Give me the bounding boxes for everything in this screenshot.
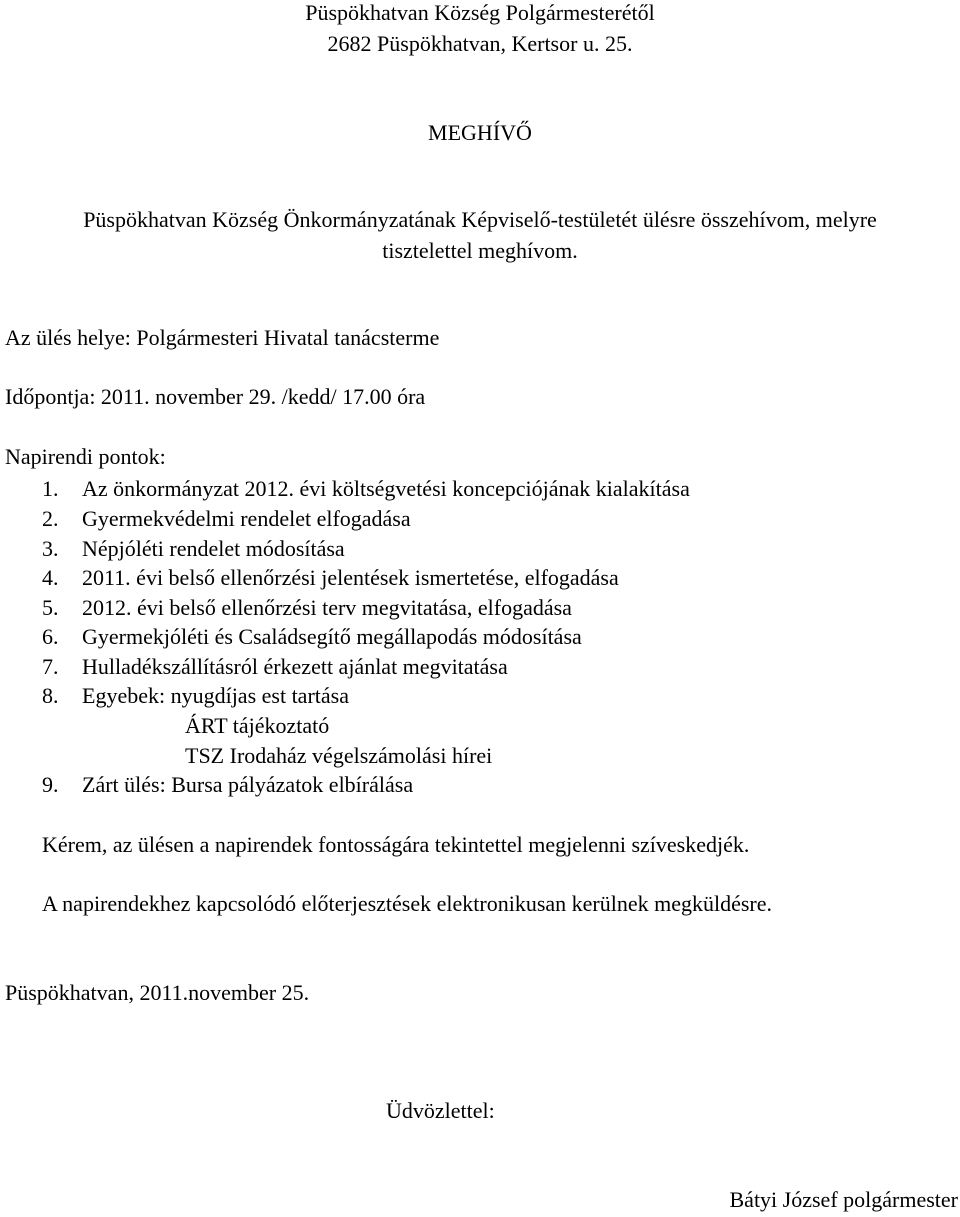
agenda-item-text: Népjóléti rendelet módosítása [82,536,345,561]
intro-line-2: tisztelettel meghívom. [382,238,578,263]
signature: Bátyi József polgármester [729,1187,958,1212]
agenda-item-number: 9. [42,772,59,797]
header-sender: Püspökhatvan Község Polgármesterétől [305,0,655,25]
agenda-item-text: 2012. évi belső ellenőrzési terv megvitatása, elfogadása [82,595,572,620]
intro-line-1: Püspökhatvan Község Önkormányzatának Képviselő-testületét ülésre összehívom, melyre [83,207,877,232]
agenda-item-text: Hulladékszállításról érkezett ajánlat megvitatása [82,654,508,679]
agenda-item-text: 2011. évi belső ellenőrzési jelentések ismertetése, elfogadása [82,565,619,590]
document-title: MEGHÍVŐ [428,120,532,145]
agenda-item-text: Gyermekvédelmi rendelet elfogadása [82,506,411,531]
attachments-paragraph: A napirendekhez kapcsolódó előterjesztések elektronikusan kerülnek megküldésre. [42,891,773,916]
agenda-item-number: 3. [42,536,59,561]
agenda-sub-item: TSZ Irodaház végelszámolási hírei [185,743,493,768]
agenda-item-number: 2. [42,506,59,531]
agenda-item-text: Az önkormányzat 2012. évi költségvetési koncepciójának kialakítása [82,476,690,501]
agenda-item-number: 5. [42,595,59,620]
place-and-date: Püspökhatvan, 2011.november 25. [5,980,310,1005]
agenda-item-number: 7. [42,654,59,679]
agenda-item-text: Zárt ülés: Bursa pályázatok elbírálása [82,772,414,797]
meeting-time: Időpontja: 2011. november 29. /kedd/ 17.00 óra [5,384,426,409]
header-address: 2682 Püspökhatvan, Kertsor u. 25. [327,31,633,56]
agenda-item-number: 4. [42,565,59,590]
agenda-item-text: Egyebek: nyugdíjas est tartása [82,683,349,708]
request-paragraph: Kérem, az ülésen a napirendek fontosságára tekintettel megjelenni szíveskedjék. [42,832,750,857]
meeting-location: Az ülés helye: Polgármesteri Hivatal tanácsterme [5,325,440,350]
agenda-item-text: Gyermekjóléti és Családsegítő megállapodás módosítása [82,624,582,649]
agenda-item-number: 8. [42,683,59,708]
agenda-heading: Napirendi pontok: [5,444,166,469]
agenda-item-number: 6. [42,624,59,649]
greeting: Üdvözlettel: [386,1098,495,1123]
agenda-sub-item: ÁRT tájékoztató [185,713,330,738]
agenda-item-number: 1. [42,476,59,501]
